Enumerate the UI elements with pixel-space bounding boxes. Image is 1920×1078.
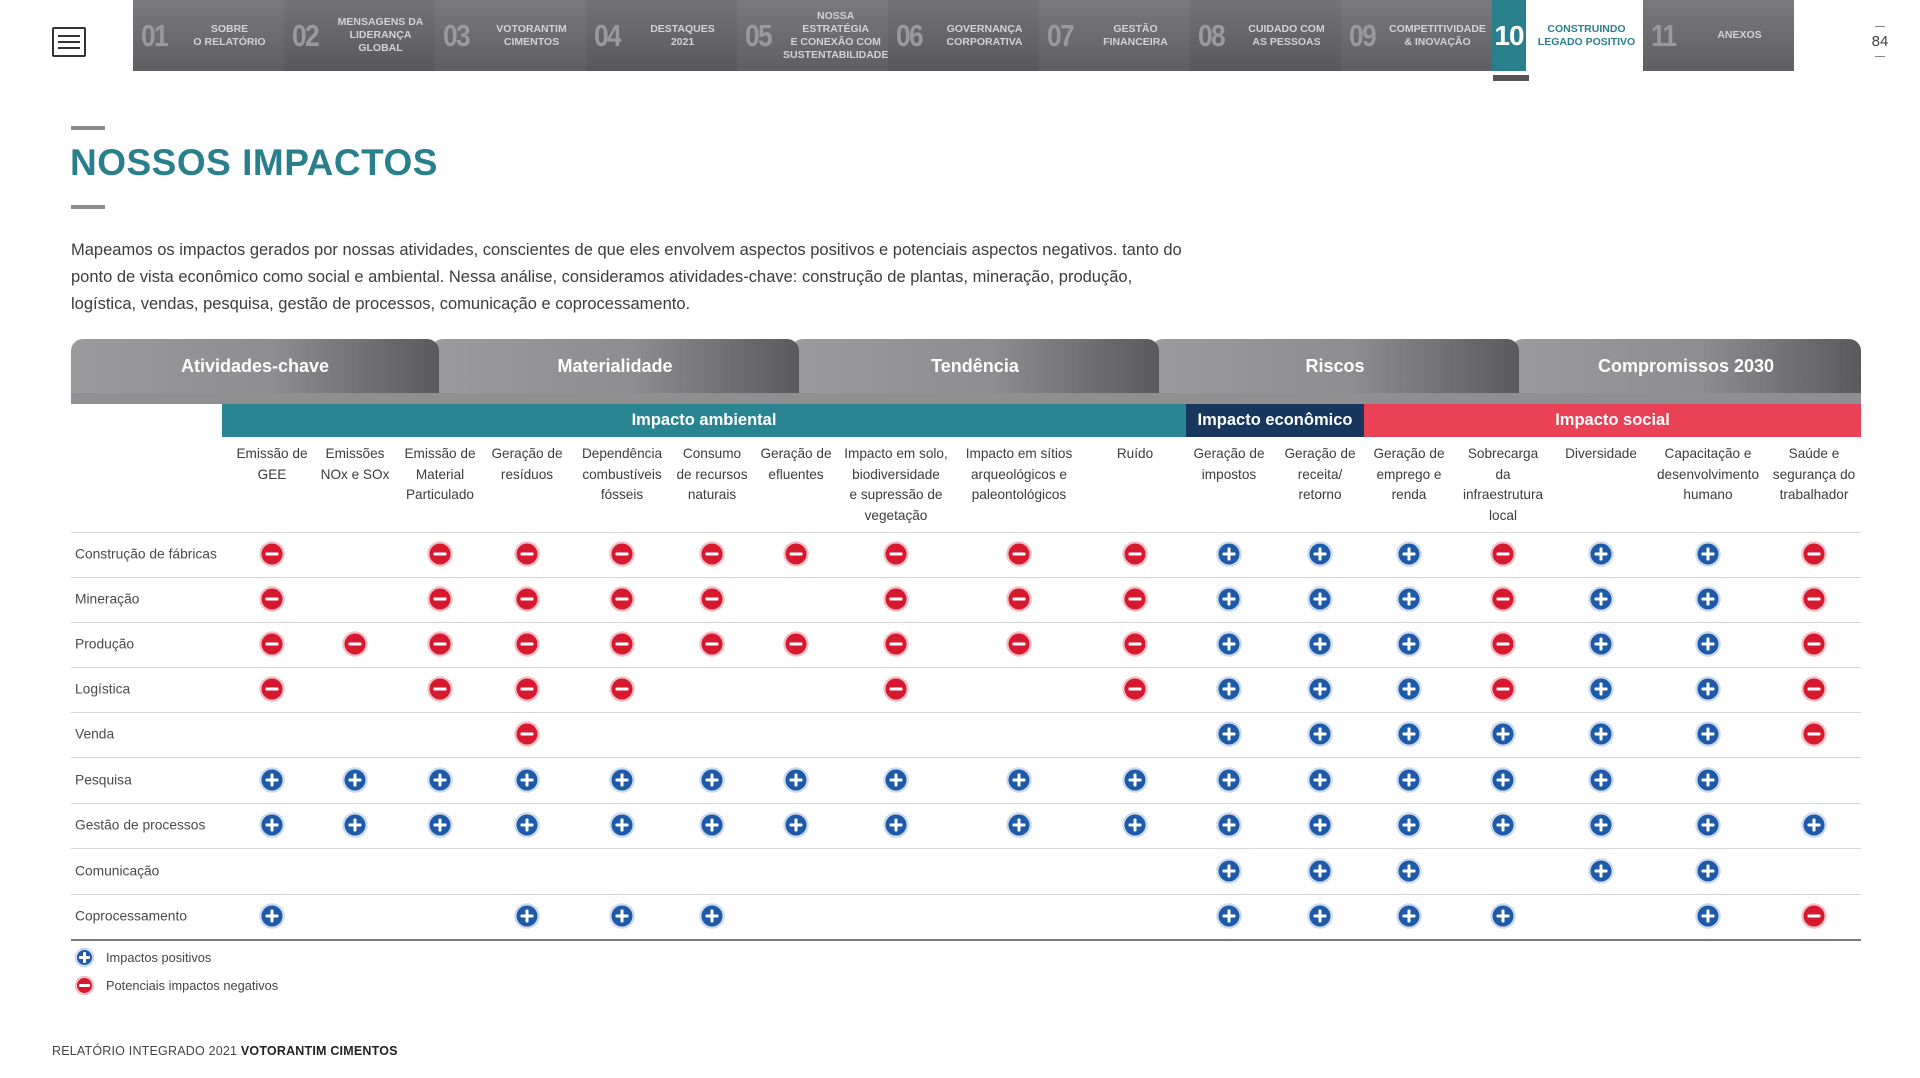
- plus-circle-icon: [1217, 859, 1242, 884]
- plus-circle-icon: [260, 904, 285, 929]
- plus-circle-icon: [1589, 587, 1614, 612]
- plus-circle-icon: [75, 948, 94, 967]
- column-header: Geração de receita/ retorno: [1284, 446, 1356, 502]
- plus-circle-icon: [1123, 768, 1148, 793]
- nav-chapter-06[interactable]: [888, 0, 1039, 71]
- plus-circle-icon: [1696, 587, 1721, 612]
- minus-circle-icon: [1123, 632, 1148, 657]
- plus-circle-icon: [1397, 722, 1422, 747]
- minus-circle-icon: [260, 677, 285, 702]
- nav-chapter-05[interactable]: [737, 0, 888, 71]
- plus-circle-icon: [1308, 587, 1333, 612]
- minus-circle-icon: [884, 542, 909, 567]
- intro-paragraph: Mapeamos os impactos gerados por nossas atividades, conscientes de que eles envolvem aspectos positivos e potenciais aspectos negativos. tanto do ponto de vista econômico como social e ambiental. Nessa análise, consideramos atividades-chave: construção de plantas, mineração, produção, logística, vendas, pesquisa, gestão de processos, comunicação e coprocessamento.: [71, 241, 1182, 313]
- minus-circle-icon: [428, 677, 453, 702]
- minus-circle-icon: [610, 677, 635, 702]
- plus-circle-icon: [1308, 768, 1333, 793]
- row-label: Comunicação: [75, 863, 160, 879]
- plus-circle-icon: [1217, 813, 1242, 838]
- plus-circle-icon: [1589, 632, 1614, 657]
- column-header: Emissão de GEE: [236, 446, 308, 482]
- minus-circle-icon: [1491, 587, 1516, 612]
- plus-circle-icon: [1007, 813, 1032, 838]
- minus-circle-icon: [784, 632, 809, 657]
- plus-circle-icon: [1589, 768, 1614, 793]
- minus-circle-icon: [260, 542, 285, 567]
- tab-compromissos-2030[interactable]: Compromissos 2030: [1511, 339, 1861, 393]
- plus-circle-icon: [515, 813, 540, 838]
- minus-circle-icon: [260, 632, 285, 657]
- minus-circle-icon: [1802, 722, 1827, 747]
- column-header: Impacto em sítios arqueológicos e paleontológicos: [965, 446, 1073, 502]
- legend-negative: [75, 976, 278, 995]
- nav-chapter-label: DESTAQUES 2021: [650, 22, 715, 48]
- legend-negative-label: Potenciais impactos negativos: [106, 978, 279, 993]
- plus-circle-icon: [610, 904, 635, 929]
- row-divider: [71, 803, 1861, 804]
- nav-chapter-label: ANEXOS: [1717, 29, 1762, 41]
- minus-circle-icon: [700, 542, 725, 567]
- plus-circle-icon: [1589, 813, 1614, 838]
- minus-circle-icon: [515, 632, 540, 657]
- plus-circle-icon: [784, 768, 809, 793]
- plus-circle-icon: [1397, 677, 1422, 702]
- plus-circle-icon: [1696, 859, 1721, 884]
- minus-circle-icon: [610, 542, 635, 567]
- row-divider: [71, 939, 1861, 941]
- nav-chapter-number: 06: [896, 17, 922, 53]
- nav-chapter-07[interactable]: [1039, 0, 1190, 71]
- plus-circle-icon: [1397, 542, 1422, 567]
- plus-circle-icon: [260, 768, 285, 793]
- row-divider: [71, 577, 1861, 578]
- title-top-rule: [71, 126, 105, 130]
- column-header: Dependência combustíveis fósseis: [581, 446, 663, 502]
- plus-circle-icon: [1308, 632, 1333, 657]
- row-label: Logística: [75, 681, 131, 697]
- nav-chapter-number: 03: [443, 17, 469, 53]
- nav-chapter-09[interactable]: [1341, 0, 1492, 71]
- minus-circle-icon: [884, 677, 909, 702]
- nav-chapter-label: COMPETITIVIDADE & INOVAÇÃO: [1389, 22, 1486, 48]
- legend-positive-label: Impactos positivos: [106, 950, 212, 965]
- nav-chapter-number: 05: [745, 17, 771, 53]
- footer: [52, 1044, 398, 1058]
- minus-circle-icon: [1123, 587, 1148, 612]
- nav-chapter-number: 04: [594, 17, 620, 53]
- plus-circle-icon: [700, 768, 725, 793]
- plus-circle-icon: [1217, 904, 1242, 929]
- plus-circle-icon: [515, 904, 540, 929]
- plus-circle-icon: [1308, 859, 1333, 884]
- nav-chapter-02[interactable]: [284, 0, 435, 71]
- plus-circle-icon: [1491, 768, 1516, 793]
- plus-circle-icon: [1696, 677, 1721, 702]
- plus-circle-icon: [1308, 677, 1333, 702]
- footer-brand: VOTORANTIM CIMENTOS: [240, 1044, 398, 1058]
- nav-chapter-04[interactable]: [586, 0, 737, 71]
- plus-circle-icon: [515, 768, 540, 793]
- plus-circle-icon: [1696, 768, 1721, 793]
- plus-circle-icon: [1491, 722, 1516, 747]
- plus-circle-icon: [260, 813, 285, 838]
- minus-circle-icon: [1007, 587, 1032, 612]
- row-divider: [71, 757, 1861, 758]
- column-header: Impacto em solo, biodiversidade e supressão de vegetação: [844, 446, 948, 523]
- legend-positive: [75, 948, 211, 967]
- column-header: Geração de impostos: [1193, 446, 1265, 482]
- tab-tend-ncia[interactable]: Tendência: [791, 339, 1159, 393]
- minus-circle-icon: [75, 976, 94, 995]
- minus-circle-icon: [1123, 542, 1148, 567]
- column-header: Sobrecarga da infraestrutura local: [1462, 446, 1544, 523]
- plus-circle-icon: [1589, 542, 1614, 567]
- plus-circle-icon: [343, 768, 368, 793]
- nav-chapter-label: GOVERNANÇA CORPORATIVA: [946, 22, 1023, 48]
- plus-circle-icon: [610, 813, 635, 838]
- row-label: Coprocessamento: [75, 908, 187, 924]
- plus-circle-icon: [1589, 722, 1614, 747]
- minus-circle-icon: [1491, 632, 1516, 657]
- nav-chapter-03[interactable]: [435, 0, 586, 71]
- column-header: Saúde e segurança do trabalhador: [1772, 446, 1856, 502]
- plus-circle-icon: [1397, 813, 1422, 838]
- plus-circle-icon: [884, 768, 909, 793]
- minus-circle-icon: [700, 632, 725, 657]
- row-divider: [71, 667, 1861, 668]
- minus-circle-icon: [610, 632, 635, 657]
- column-header: Capacitação e desenvolvimento humano: [1656, 446, 1760, 502]
- menu-icon[interactable]: [52, 27, 86, 57]
- plus-circle-icon: [1696, 542, 1721, 567]
- footer-report-name: RELATÓRIO INTEGRADO 2021: [52, 1044, 238, 1058]
- minus-circle-icon: [1802, 542, 1827, 567]
- row-label: Mineração: [75, 591, 140, 607]
- nav-chapter-label: NOSSA ESTRATÉGIA E CONEXÃO COM SUSTENTABILIDADE: [783, 9, 889, 61]
- plus-circle-icon: [428, 768, 453, 793]
- minus-circle-icon: [1491, 542, 1516, 567]
- row-label: Venda: [75, 726, 115, 742]
- column-header: Diversidade: [1565, 446, 1637, 461]
- plus-circle-icon: [1217, 722, 1242, 747]
- plus-circle-icon: [1308, 722, 1333, 747]
- plus-circle-icon: [1217, 587, 1242, 612]
- group-header-1: Impacto econômico: [1186, 404, 1364, 437]
- row-label: Gestão de processos: [75, 817, 206, 833]
- column-header: Emissão de Material Particulado: [404, 446, 476, 502]
- nav-chapter-08[interactable]: [1190, 0, 1341, 71]
- plus-circle-icon: [1589, 859, 1614, 884]
- minus-circle-icon: [515, 587, 540, 612]
- nav-chapter-number: 02: [292, 17, 318, 53]
- chapter-navigation: [133, 0, 1794, 71]
- minus-circle-icon: [700, 587, 725, 612]
- minus-circle-icon: [884, 632, 909, 657]
- nav-chapter-number: 11: [1651, 17, 1676, 53]
- column-header: Geração de resíduos: [491, 446, 563, 482]
- plus-circle-icon: [1397, 859, 1422, 884]
- tab-atividades-chave[interactable]: Atividades-chave: [71, 339, 439, 393]
- plus-circle-icon: [1217, 632, 1242, 657]
- nav-chapter-number: 08: [1198, 17, 1224, 53]
- plus-circle-icon: [1397, 632, 1422, 657]
- nav-chapter-label: GESTÃO FINANCEIRA: [1103, 22, 1168, 48]
- minus-circle-icon: [1491, 677, 1516, 702]
- plus-circle-icon: [1397, 768, 1422, 793]
- plus-circle-icon: [1217, 768, 1242, 793]
- plus-circle-icon: [1696, 632, 1721, 657]
- row-divider: [71, 622, 1861, 623]
- plus-circle-icon: [884, 813, 909, 838]
- row-label: Construção de fábricas: [75, 546, 217, 562]
- nav-chapter-11[interactable]: [1643, 0, 1794, 71]
- column-header: Geração de efluentes: [760, 446, 832, 482]
- minus-circle-icon: [260, 587, 285, 612]
- plus-circle-icon: [610, 768, 635, 793]
- plus-circle-icon: [1696, 722, 1721, 747]
- plus-circle-icon: [1802, 813, 1827, 838]
- minus-circle-icon: [428, 587, 453, 612]
- plus-circle-icon: [700, 813, 725, 838]
- tab-riscos[interactable]: Riscos: [1151, 339, 1519, 393]
- group-header-2: Impacto social: [1364, 404, 1861, 437]
- minus-circle-icon: [1123, 677, 1148, 702]
- plus-circle-icon: [1397, 904, 1422, 929]
- minus-circle-icon: [610, 587, 635, 612]
- nav-chapter-label: MENSAGENS DA LIDERANÇA GLOBAL: [337, 16, 424, 54]
- minus-circle-icon: [515, 677, 540, 702]
- plus-circle-icon: [1308, 542, 1333, 567]
- plus-circle-icon: [1397, 587, 1422, 612]
- nav-chapter-number: 07: [1047, 17, 1073, 53]
- row-divider: [71, 848, 1861, 849]
- tab-materialidade[interactable]: Materialidade: [431, 339, 799, 393]
- minus-circle-icon: [515, 722, 540, 747]
- minus-circle-icon: [515, 542, 540, 567]
- minus-circle-icon: [343, 632, 368, 657]
- minus-circle-icon: [1802, 587, 1827, 612]
- row-divider: [71, 712, 1861, 713]
- plus-circle-icon: [1491, 904, 1516, 929]
- nav-chapter-label: VOTORANTIM CIMENTOS: [496, 22, 567, 48]
- plus-circle-icon: [1308, 904, 1333, 929]
- nav-chapter-01[interactable]: [133, 0, 284, 71]
- minus-circle-icon: [1007, 542, 1032, 567]
- plus-circle-icon: [1308, 813, 1333, 838]
- title-bottom-rule: [71, 205, 105, 209]
- plus-circle-icon: [1696, 813, 1721, 838]
- plus-circle-icon: [1217, 677, 1242, 702]
- page-number: 84: [1868, 26, 1892, 57]
- minus-circle-icon: [428, 542, 453, 567]
- page-title: NOSSOS IMPACTOS: [70, 142, 438, 183]
- minus-circle-icon: [428, 632, 453, 657]
- plus-circle-icon: [1123, 813, 1148, 838]
- nav-chapter-number: 01: [141, 17, 167, 53]
- nav-chapter-label: CONSTRUINDO LEGADO POSITIVO: [1537, 22, 1636, 48]
- group-header-0: Impacto ambiental: [222, 404, 1186, 437]
- nav-chapter-number: 09: [1349, 17, 1375, 53]
- plus-circle-icon: [1491, 813, 1516, 838]
- nav-chapter-number: 10: [1492, 0, 1526, 71]
- plus-circle-icon: [700, 904, 725, 929]
- plus-circle-icon: [1217, 542, 1242, 567]
- column-header: Geração de emprego e renda: [1373, 446, 1445, 502]
- minus-circle-icon: [884, 587, 909, 612]
- column-header: Emissões NOx e SOx: [320, 446, 390, 482]
- row-divider: [71, 894, 1861, 895]
- column-header: Ruído: [1116, 446, 1154, 461]
- active-chapter-indicator: [1493, 75, 1529, 81]
- nav-chapter-label: CUIDADO COM AS PESSOAS: [1248, 22, 1325, 48]
- minus-circle-icon: [1802, 632, 1827, 657]
- minus-circle-icon: [784, 542, 809, 567]
- plus-circle-icon: [1696, 904, 1721, 929]
- category-tabs: [71, 339, 1861, 404]
- minus-circle-icon: [1007, 632, 1032, 657]
- minus-circle-icon: [1802, 677, 1827, 702]
- row-divider: [71, 532, 1861, 533]
- nav-chapter-10[interactable]: [1492, 0, 1643, 71]
- nav-chapter-label: SOBRE O RELATÓRIO: [193, 22, 266, 48]
- plus-circle-icon: [428, 813, 453, 838]
- row-label: Produção: [75, 636, 135, 652]
- column-header: Consumo de recursos naturais: [676, 446, 748, 502]
- minus-circle-icon: [1802, 904, 1827, 929]
- plus-circle-icon: [1007, 768, 1032, 793]
- plus-circle-icon: [343, 813, 368, 838]
- plus-circle-icon: [1589, 677, 1614, 702]
- row-label: Pesquisa: [75, 772, 132, 788]
- plus-circle-icon: [784, 813, 809, 838]
